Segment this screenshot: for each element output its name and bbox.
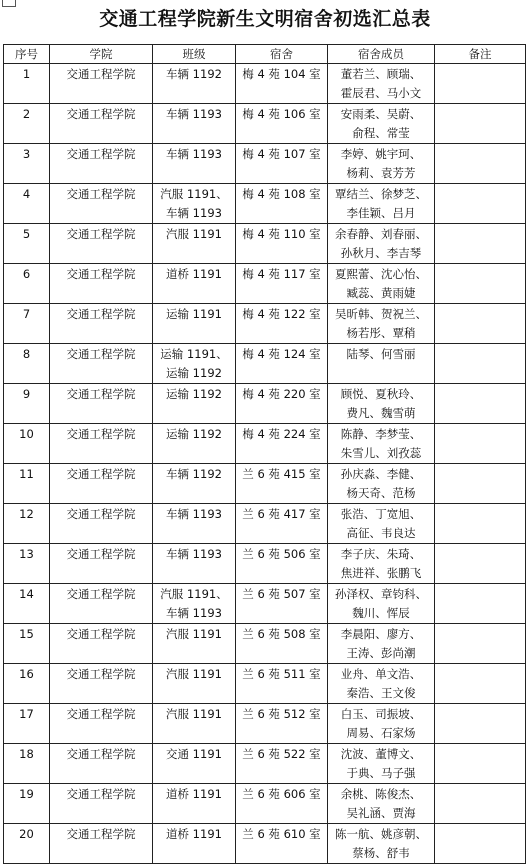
college-cell: 交通工程学院: [50, 424, 153, 464]
dorm-cell: 梅 4 苑 104 室: [236, 64, 328, 104]
class-cell: [153, 64, 236, 104]
member-line: 俞程、常莹: [352, 126, 410, 140]
member-line: 吴昕韩、贺祝兰、: [335, 307, 427, 321]
class-cell: [153, 544, 236, 584]
table-row: [4, 144, 526, 184]
class-line: 车辆 1192: [166, 467, 222, 481]
members-cell: [328, 784, 435, 824]
members-cell: [328, 744, 435, 784]
table-row: [4, 744, 526, 784]
college-cell: 交通工程学院: [50, 704, 153, 744]
row-number-cell: 19: [4, 784, 50, 824]
class-cell: [153, 784, 236, 824]
row-number-cell: 14: [4, 584, 50, 624]
member-line: 夏熙蕾、沈心怡、: [335, 267, 427, 281]
dorm-cell: 兰 6 苑 508 室: [236, 624, 328, 664]
note-cell: [435, 224, 526, 264]
member-line: 费凡、魏雪萌: [346, 406, 416, 420]
column-header-number: 序号: [4, 45, 50, 64]
class-cell: [153, 664, 236, 704]
dorm-cell: 兰 6 苑 522 室: [236, 744, 328, 784]
dorm-cell: 梅 4 苑 122 室: [236, 304, 328, 344]
dorm-cell: 梅 4 苑 108 室: [236, 184, 328, 224]
table-row: [4, 544, 526, 584]
note-cell: [435, 504, 526, 544]
table-row: [4, 584, 526, 624]
members-cell: [328, 384, 435, 424]
college-cell: 交通工程学院: [50, 264, 153, 304]
class-line: 道桥 1191: [166, 267, 222, 281]
class-line: 车辆 1193: [166, 107, 222, 121]
class-line: 运输 1191、: [160, 347, 228, 361]
dorm-cell: 兰 6 苑 512 室: [236, 704, 328, 744]
member-line: 李佳颖、吕月: [346, 206, 416, 220]
table-row: [4, 264, 526, 304]
dorm-cell: 兰 6 苑 507 室: [236, 584, 328, 624]
class-cell: [153, 624, 236, 664]
class-line: 道桥 1191: [166, 827, 222, 841]
member-line: 高征、韦良达: [346, 526, 416, 540]
members-cell: [328, 664, 435, 704]
table-row: [4, 304, 526, 344]
table-body: [4, 64, 526, 864]
class-cell: [153, 704, 236, 744]
members-cell: [328, 704, 435, 744]
row-number-cell: 13: [4, 544, 50, 584]
note-cell: [435, 784, 526, 824]
dorm-cell: 兰 6 苑 506 室: [236, 544, 328, 584]
college-cell: 交通工程学院: [50, 104, 153, 144]
member-line: 董若兰、顾瑞、: [340, 67, 422, 81]
class-line: 汽服 1191: [166, 707, 222, 721]
college-cell: 交通工程学院: [50, 344, 153, 384]
dorm-cell: 兰 6 苑 511 室: [236, 664, 328, 704]
dorm-cell: 梅 4 苑 124 室: [236, 344, 328, 384]
table-row: [4, 464, 526, 504]
member-line: 霍辰君、马小文: [340, 86, 422, 100]
member-line: 覃结兰、徐梦芝、: [335, 187, 427, 201]
note-cell: [435, 384, 526, 424]
note-cell: [435, 184, 526, 224]
college-cell: 交通工程学院: [50, 784, 153, 824]
table-row: [4, 504, 526, 544]
note-cell: [435, 824, 526, 864]
member-line: 杨莉、袁芳芳: [346, 166, 416, 180]
member-line: 李子庆、朱琦、: [340, 547, 422, 561]
class-line: 汽服 1191: [166, 227, 222, 241]
members-cell: [328, 264, 435, 304]
member-line: 孙庆淼、李健、: [340, 467, 422, 481]
members-cell: [328, 544, 435, 584]
row-number-cell: 20: [4, 824, 50, 864]
member-line: 张浩、丁宽旭、: [340, 507, 422, 521]
row-number-cell: 17: [4, 704, 50, 744]
table-row: [4, 624, 526, 664]
college-cell: 交通工程学院: [50, 464, 153, 504]
dorm-table: [3, 44, 526, 864]
column-header-dorm: 宿舍: [236, 45, 328, 64]
college-cell: 交通工程学院: [50, 544, 153, 584]
row-number-cell: 12: [4, 504, 50, 544]
class-cell: [153, 264, 236, 304]
dorm-cell: 兰 6 苑 606 室: [236, 784, 328, 824]
members-cell: [328, 144, 435, 184]
members-cell: [328, 104, 435, 144]
members-cell: [328, 184, 435, 224]
class-cell: [153, 824, 236, 864]
note-cell: [435, 584, 526, 624]
class-line: 交通 1191: [166, 747, 222, 761]
class-line: 车辆 1193: [166, 547, 222, 561]
dorm-cell: 梅 4 苑 224 室: [236, 424, 328, 464]
note-cell: [435, 544, 526, 584]
note-cell: [435, 64, 526, 104]
members-cell: [328, 304, 435, 344]
class-cell: [153, 744, 236, 784]
member-line: 杨若彤、覃稍: [346, 326, 416, 340]
member-line: 孙泽权、章钧科、: [335, 587, 427, 601]
table-row: [4, 824, 526, 864]
note-cell: [435, 344, 526, 384]
member-line: 吴礼涵、贾海: [346, 806, 416, 820]
college-cell: 交通工程学院: [50, 384, 153, 424]
class-line: 汽服 1191、: [160, 187, 228, 201]
member-line: 秦浩、王文俊: [346, 686, 416, 700]
row-number-cell: 9: [4, 384, 50, 424]
members-cell: [328, 464, 435, 504]
row-number-cell: 2: [4, 104, 50, 144]
member-line: 孙秋月、李吉琴: [340, 246, 422, 260]
member-line: 余春静、刘春丽、: [335, 227, 427, 241]
class-line: 汽服 1191、: [160, 587, 228, 601]
note-cell: [435, 624, 526, 664]
member-line: 余桃、陈俊杰、: [340, 787, 422, 801]
member-line: 周易、石家炀: [346, 726, 416, 740]
college-cell: 交通工程学院: [50, 184, 153, 224]
member-line: 李婷、姚宇珂、: [340, 147, 422, 161]
row-number-cell: 11: [4, 464, 50, 504]
members-cell: [328, 224, 435, 264]
college-cell: 交通工程学院: [50, 64, 153, 104]
table-row: [4, 224, 526, 264]
dorm-cell: 兰 6 苑 610 室: [236, 824, 328, 864]
college-cell: 交通工程学院: [50, 624, 153, 664]
table-row: [4, 704, 526, 744]
class-line: 车辆 1193: [166, 606, 222, 620]
class-line: 运输 1191: [166, 307, 222, 321]
row-number-cell: 16: [4, 664, 50, 704]
row-number-cell: 3: [4, 144, 50, 184]
note-cell: [435, 664, 526, 704]
class-cell: [153, 104, 236, 144]
members-cell: [328, 424, 435, 464]
class-line: 车辆 1192: [166, 67, 222, 81]
note-cell: [435, 464, 526, 504]
table-header-row: [4, 45, 526, 64]
member-line: 陈静、李梦莹、: [340, 427, 422, 441]
column-header-note: 备注: [435, 45, 526, 64]
row-number-cell: 6: [4, 264, 50, 304]
dorm-cell: 梅 4 苑 110 室: [236, 224, 328, 264]
note-cell: [435, 744, 526, 784]
member-line: 顾悦、夏秋玲、: [340, 387, 422, 401]
class-cell: [153, 384, 236, 424]
row-number-cell: 18: [4, 744, 50, 784]
class-line: 运输 1192: [166, 387, 222, 401]
class-cell: [153, 464, 236, 504]
members-cell: [328, 344, 435, 384]
college-cell: 交通工程学院: [50, 664, 153, 704]
class-cell: [153, 504, 236, 544]
column-header-class: 班级: [153, 45, 236, 64]
note-cell: [435, 144, 526, 184]
class-cell: [153, 304, 236, 344]
member-line: 陈一航、姚彦朝、: [335, 827, 427, 841]
class-cell: [153, 224, 236, 264]
dorm-cell: 兰 6 苑 415 室: [236, 464, 328, 504]
table-row: [4, 64, 526, 104]
dorm-cell: 兰 6 苑 417 室: [236, 504, 328, 544]
table-row: [4, 664, 526, 704]
class-cell: [153, 424, 236, 464]
row-number-cell: 7: [4, 304, 50, 344]
dorm-cell: 梅 4 苑 107 室: [236, 144, 328, 184]
class-line: 道桥 1191: [166, 787, 222, 801]
row-number-cell: 10: [4, 424, 50, 464]
note-cell: [435, 304, 526, 344]
member-line: 朱雪儿、刘孜蕊: [340, 446, 422, 460]
dorm-cell: 梅 4 苑 117 室: [236, 264, 328, 304]
table-row: [4, 184, 526, 224]
table-row: [4, 344, 526, 384]
note-cell: [435, 704, 526, 744]
member-line: 陆琴、何雪丽: [346, 347, 416, 361]
members-cell: [328, 624, 435, 664]
page-title: 交通工程学院新生文明宿舍初选汇总表: [99, 8, 431, 30]
row-number-cell: 1: [4, 64, 50, 104]
member-line: 焦进祥、张鹏飞: [340, 566, 422, 580]
college-cell: 交通工程学院: [50, 504, 153, 544]
member-line: 魏川、恽辰: [352, 606, 410, 620]
member-line: 杨天奇、范杨: [346, 486, 416, 500]
note-cell: [435, 424, 526, 464]
dorm-cell: 梅 4 苑 220 室: [236, 384, 328, 424]
member-line: 臧蕊、黄雨婕: [346, 286, 416, 300]
college-cell: 交通工程学院: [50, 304, 153, 344]
table-row: [4, 104, 526, 144]
class-line: 车辆 1193: [166, 507, 222, 521]
class-line: 车辆 1193: [166, 206, 222, 220]
member-line: 业舟、单文浩、: [340, 667, 422, 681]
note-cell: [435, 264, 526, 304]
member-line: 李晨阳、廖方、: [340, 627, 422, 641]
members-cell: [328, 584, 435, 624]
class-line: 运输 1192: [166, 427, 222, 441]
row-number-cell: 4: [4, 184, 50, 224]
member-line: 沈波、董博文、: [340, 747, 422, 761]
members-cell: [328, 824, 435, 864]
members-cell: [328, 64, 435, 104]
class-cell: [153, 144, 236, 184]
class-cell: [153, 184, 236, 224]
column-header-members: 宿舍成员: [328, 45, 435, 64]
table-row: [4, 784, 526, 824]
class-cell: [153, 584, 236, 624]
table-row: [4, 384, 526, 424]
dorm-cell: 梅 4 苑 106 室: [236, 104, 328, 144]
class-line: 汽服 1191: [166, 627, 222, 641]
row-number-cell: 8: [4, 344, 50, 384]
row-number-cell: 5: [4, 224, 50, 264]
member-line: 白玉、司振坡、: [340, 707, 422, 721]
college-cell: 交通工程学院: [50, 584, 153, 624]
table-row: [4, 424, 526, 464]
class-line: 运输 1192: [166, 366, 222, 380]
member-line: 蔡杨、舒韦: [352, 846, 410, 860]
members-cell: [328, 504, 435, 544]
college-cell: 交通工程学院: [50, 224, 153, 264]
college-cell: 交通工程学院: [50, 144, 153, 184]
note-cell: [435, 104, 526, 144]
class-cell: [153, 344, 236, 384]
college-cell: 交通工程学院: [50, 824, 153, 864]
class-line: 汽服 1191: [166, 667, 222, 681]
member-line: 于典、马子强: [346, 766, 416, 780]
college-cell: 交通工程学院: [50, 744, 153, 784]
class-line: 车辆 1193: [166, 147, 222, 161]
member-line: 安雨柔、吴蔚、: [340, 107, 422, 121]
member-line: 王涛、彭尚潮: [346, 646, 416, 660]
row-number-cell: 15: [4, 624, 50, 664]
column-header-college: 学院: [50, 45, 153, 64]
